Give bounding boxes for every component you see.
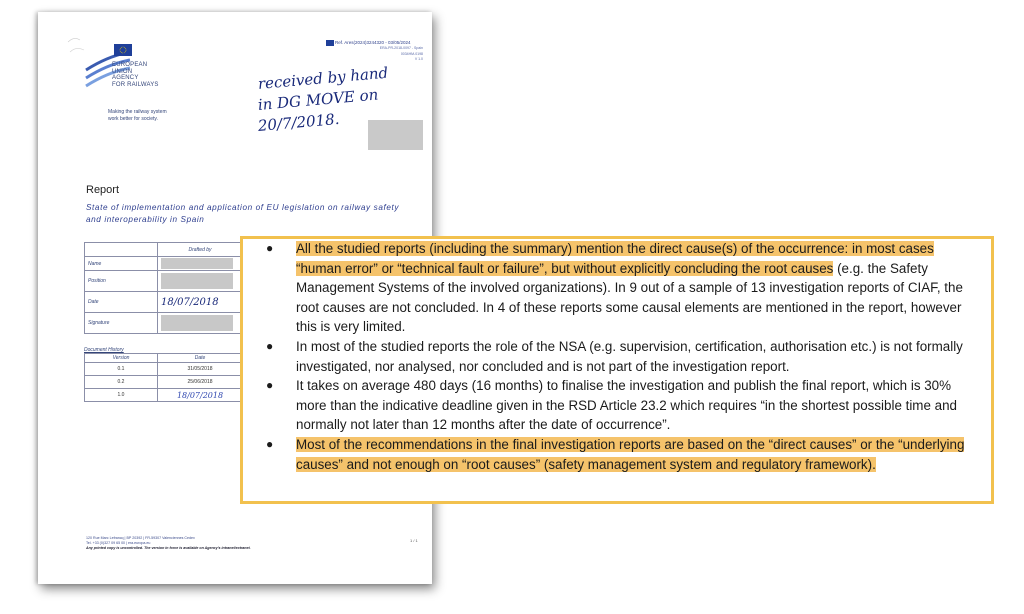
list-item — [265, 435, 975, 474]
column-header: Date — [158, 354, 243, 363]
report-subtitle: State of implementation and application of EU legislation on railway safety and interoperability in Spain — [86, 203, 400, 224]
row-label: Date — [85, 292, 158, 313]
drafted-by-header: Drafted by — [158, 243, 243, 257]
table-row — [85, 363, 243, 376]
bullet-icon: ● — [266, 338, 274, 353]
document-history-table — [84, 353, 243, 402]
handwritten-line: received by hand — [257, 63, 389, 93]
table-row — [85, 292, 243, 313]
row-label: Position — [85, 271, 158, 292]
date-cell — [158, 389, 243, 402]
column-header: Version — [85, 354, 158, 363]
version-cell: 0.1 — [85, 363, 158, 376]
reference-detail-line: 0034HM-0198 — [400, 51, 423, 56]
tagline-line: Making the railway system — [108, 109, 167, 115]
list-item — [265, 239, 975, 337]
highlighted-text: All the studied reports (including the summary) mention the direct cause(s) of the occurrence: in most cases “human error” or “technical fault or failure”, but without explicitly concluding the root causes — [296, 241, 934, 276]
table-cell — [158, 271, 243, 292]
redacted-box — [161, 315, 233, 331]
agency-name-line: FOR RAILWAYS — [112, 81, 159, 88]
date-cell: 31/05/2018 — [158, 363, 243, 376]
handwritten-line: in DG MOVE on — [257, 85, 379, 114]
tagline-line: work better for society. — [108, 116, 158, 122]
row-label: Name — [85, 257, 158, 271]
table-cell — [158, 313, 243, 334]
body-text: It takes on average 480 days (16 months) to finalise the investigation and publish the final report, which is 30% more than the indicative deadline given in the RSD Article 23.2 which requires “in the shortest possible time and normally not later than 12 months after the date of occurrence”. — [296, 378, 957, 433]
findings-callout — [240, 236, 994, 504]
table-row — [85, 257, 243, 271]
handwritten-line: 20/7/2018. — [257, 109, 341, 135]
findings-list — [265, 239, 975, 474]
agency-name-line: UNION — [112, 68, 133, 75]
page-footer — [86, 536, 251, 551]
agency-name — [112, 62, 159, 88]
table-header-row — [85, 354, 243, 363]
redacted-box — [161, 258, 233, 269]
table-cell — [158, 292, 243, 313]
list-item — [265, 376, 975, 435]
footer-notice: Any printed copy is uncontrolled. The version in force is available on Agency's intranet/extranet. — [86, 546, 251, 550]
footer-line: Tel. +33 (0)327 09 65 00 | era.europa.eu — [86, 541, 151, 545]
drafting-table — [84, 242, 243, 334]
bullet-icon: ● — [266, 436, 274, 451]
table-row — [85, 313, 243, 334]
body-text: (e.g. the Safety Management Systems of the involved organizations). In 9 out of a sample of 13 investigation reports of CIAF, the root causes are not concluded. In 4 of these reports some causal elements are mentioned in the report, however this is very limited. — [296, 260, 963, 335]
reference-details — [318, 46, 423, 63]
table-cell — [85, 243, 158, 257]
footer-line: 120 Rue Marc Lefrancq | BP 20392 | FR-59307 Valenciennes Cedex — [86, 536, 195, 540]
report-title: Report — [86, 184, 120, 196]
handwritten-date: 18/07/2018 — [161, 296, 219, 308]
bullet-icon: ● — [266, 378, 274, 393]
table-row — [85, 389, 243, 402]
agency-name-line: EUROPEAN — [112, 62, 148, 68]
page-number: 1 / 1 — [410, 538, 418, 543]
handwritten-date: 18/07/2018 — [176, 390, 224, 400]
document-history-label: Document History — [84, 347, 124, 353]
row-label: Signature — [85, 313, 158, 334]
list-item — [265, 337, 975, 376]
bullet-icon: ● — [266, 241, 274, 255]
table-row — [85, 271, 243, 292]
redacted-box — [368, 120, 423, 150]
table-row — [85, 376, 243, 389]
redacted-box — [161, 273, 233, 289]
body-text: In most of the studied reports the role of the NSA (e.g. supervision, certification, authorisation etc.) is not formally investigated, nor analysed, nor concluded and is not part of the investigation report. — [296, 338, 963, 374]
reference-detail-line: V 1.0 — [414, 57, 423, 61]
agency-name-line: AGENCY — [112, 75, 139, 81]
ares-reference: Ref. Ares(2024)3244320 - 03/05/2024 — [335, 40, 411, 45]
table-cell — [158, 257, 243, 271]
version-cell: 0.2 — [85, 376, 158, 389]
agency-tagline — [108, 109, 167, 123]
version-cell: 1.0 — [85, 389, 158, 402]
highlighted-text: Most of the recommendations in the final investigation reports are based on the “direct causes” or the “underlying causes” and not enough on “root causes” (safety management system and regulatory framework). — [296, 436, 965, 472]
reference-detail-line: ERA-PR-2018-0097 - Spain — [379, 46, 423, 50]
date-cell: 25/06/2018 — [158, 376, 243, 389]
